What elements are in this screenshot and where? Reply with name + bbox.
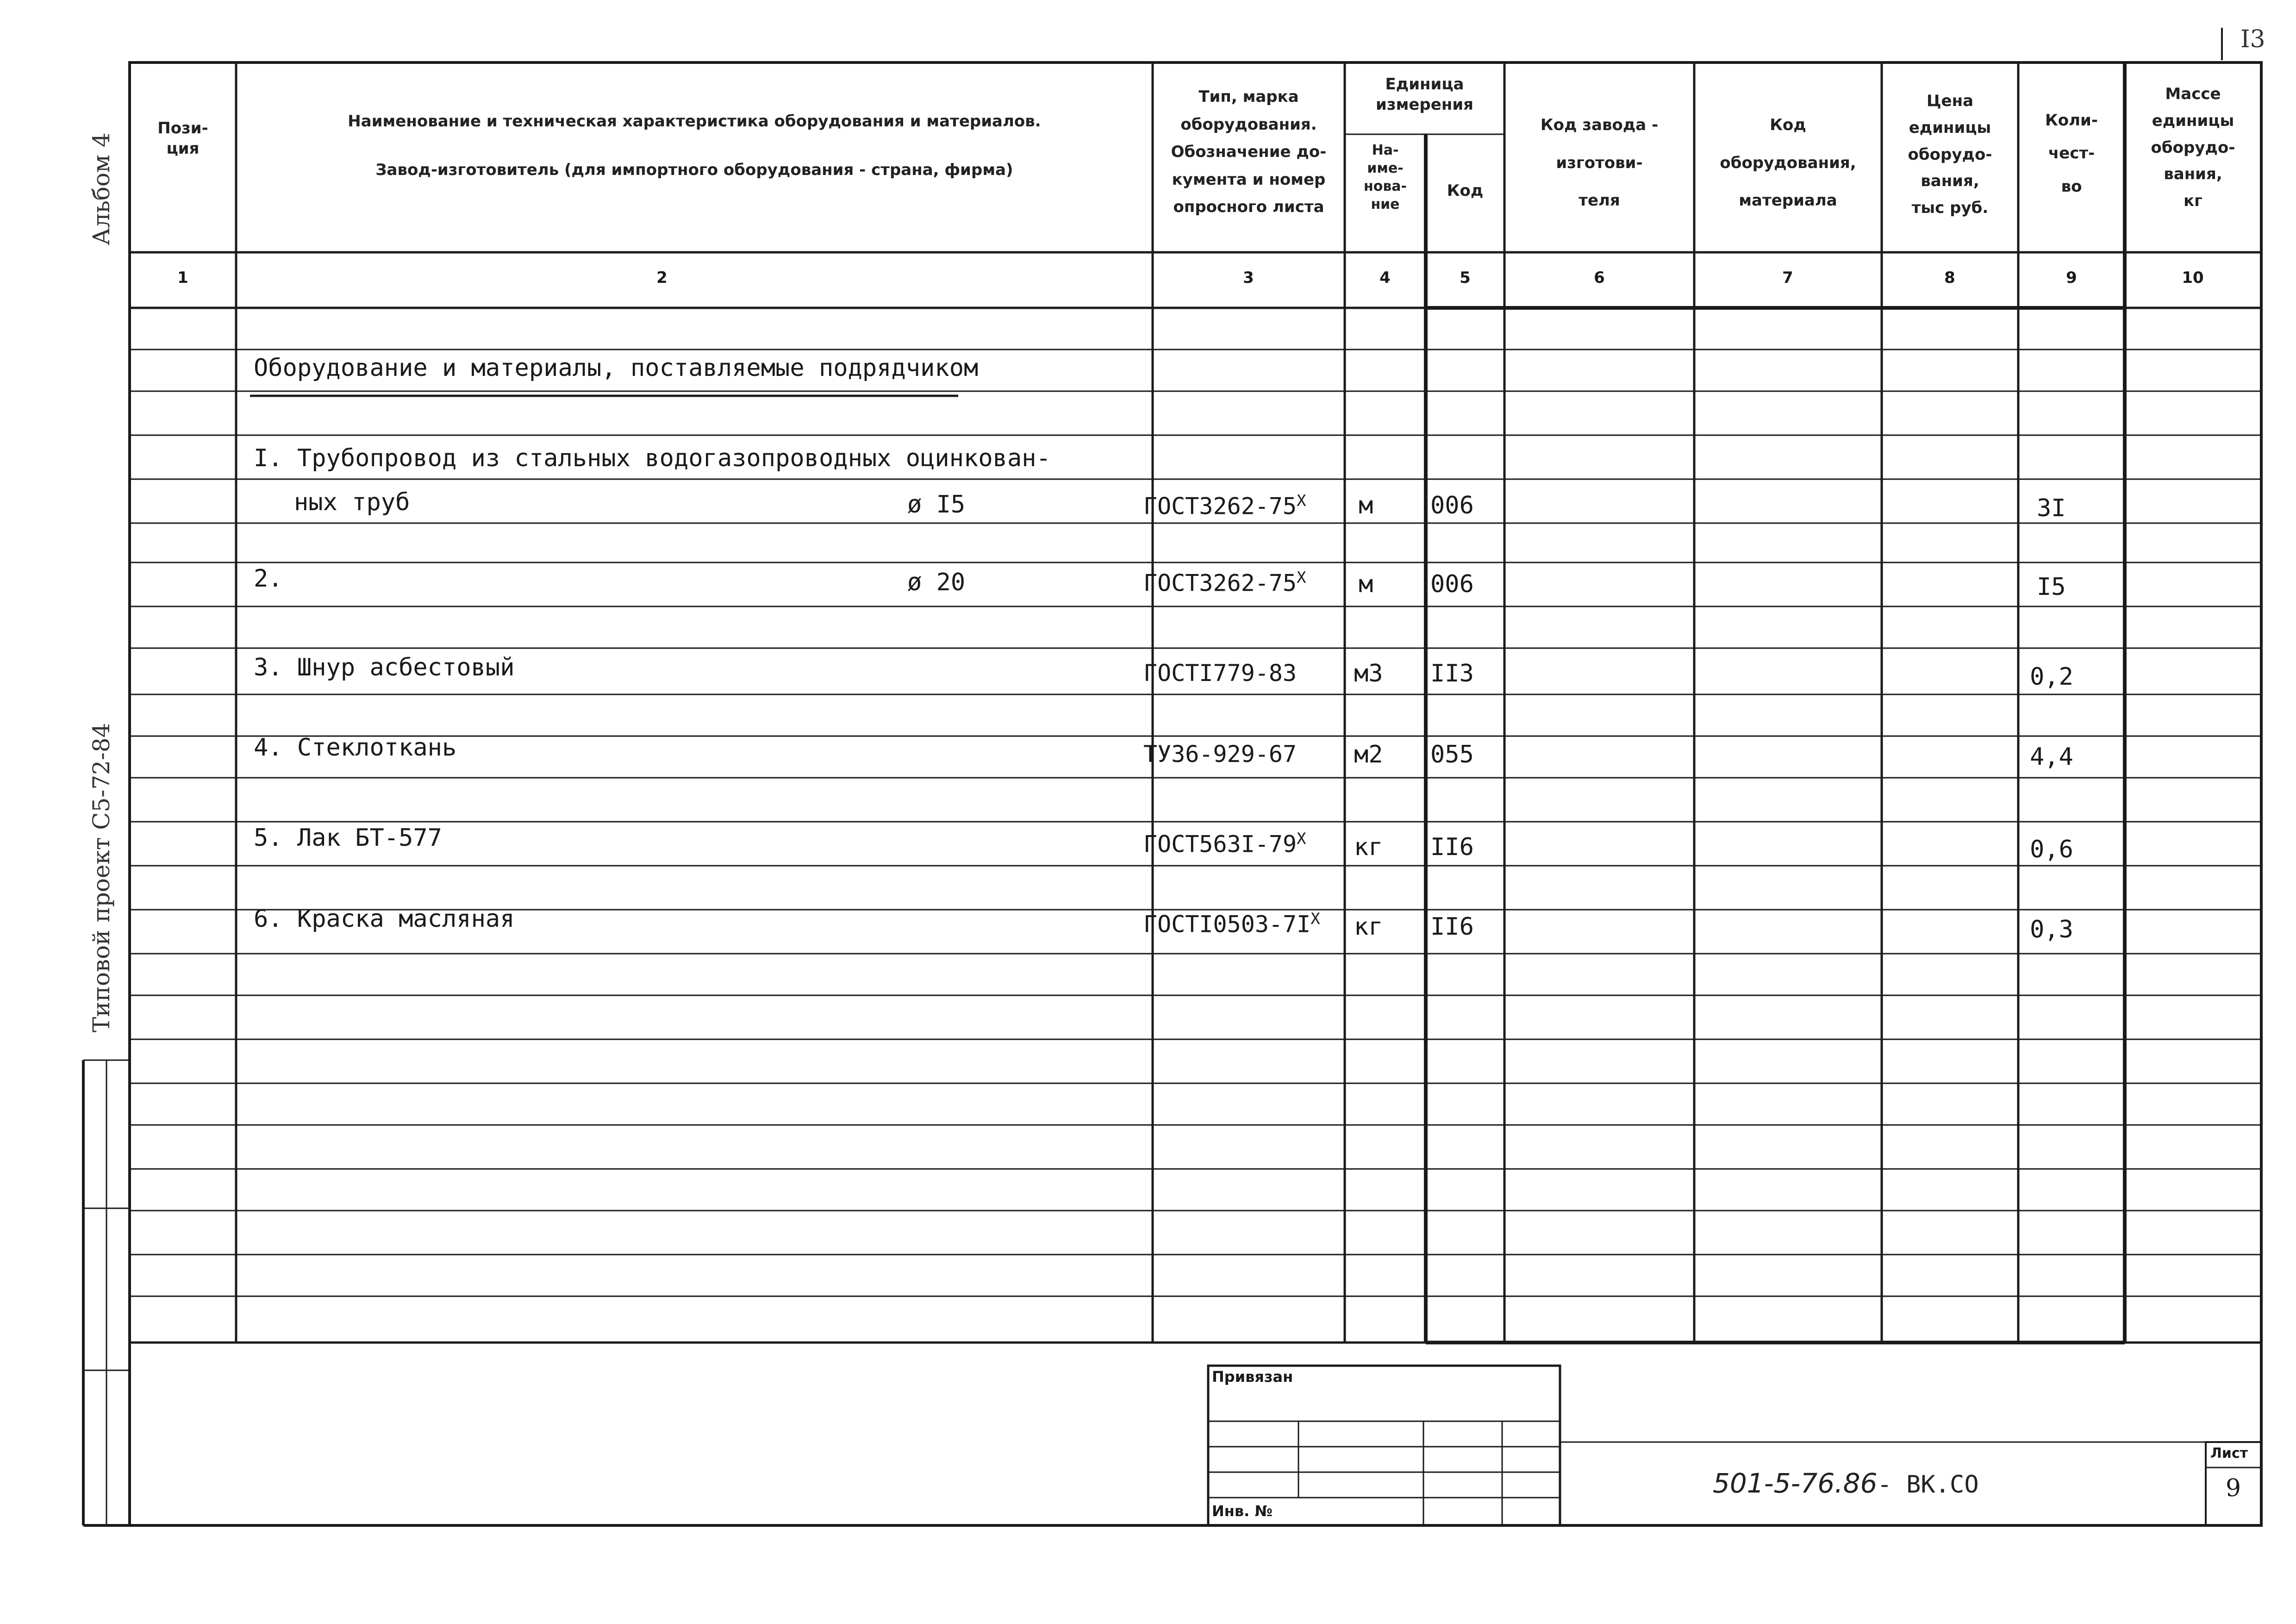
col-num-9: 9 bbox=[2066, 269, 2077, 287]
row3-doc: ГОСТI779-83 bbox=[1143, 660, 1297, 687]
stamp-designation-suffix: - ВК.СО bbox=[1877, 1471, 1979, 1499]
row2-unit: м bbox=[1359, 570, 1373, 598]
row3-qty: 0,2 bbox=[2030, 663, 2073, 691]
row2-name: 2. bbox=[254, 565, 283, 593]
row1-doc-sup: X bbox=[1297, 492, 1306, 510]
col-num-5: 5 bbox=[1460, 269, 1471, 287]
row4-qty: 4,4 bbox=[2030, 743, 2073, 771]
row6-name: 6. Краска масляная bbox=[254, 905, 515, 933]
col-num-10: 10 bbox=[2182, 269, 2204, 287]
col-num-3: 3 bbox=[1243, 269, 1254, 287]
row1-qty: 3I bbox=[2037, 494, 2066, 522]
col-num-1: 1 bbox=[177, 269, 188, 287]
header-quantity: Коли- чест- во bbox=[2045, 111, 2098, 196]
stamp-bound-label: Привязан bbox=[1212, 1368, 1293, 1386]
header-name-line1: Наименование и техническая характеристика оборудования и материалов. bbox=[348, 112, 1041, 131]
row4-doc: ТУ36-929-67 bbox=[1143, 741, 1297, 768]
header-equipment-code: Код оборудования, материала bbox=[1720, 116, 1856, 210]
row4-unit: м2 bbox=[1354, 741, 1383, 768]
row2-diameter: ø 20 bbox=[907, 568, 966, 596]
project-label: Типовой проект С5-72-84 bbox=[88, 723, 115, 1032]
stamp-designation: 501-5-76.86- ВК.СО bbox=[1713, 1468, 1979, 1499]
row3-unit: м3 bbox=[1354, 660, 1383, 687]
col-num-4: 4 bbox=[1379, 269, 1391, 287]
header-unit-price: Цена единицы оборудо- вания, тыс руб. bbox=[1908, 92, 1992, 218]
row5-name: 5. Лак БТ-577 bbox=[254, 824, 442, 852]
sheet-number: 9 bbox=[2226, 1474, 2241, 1502]
header-unit-name: На- име- нова- ние bbox=[1363, 142, 1407, 212]
row2-doc-sup: X bbox=[1297, 568, 1306, 587]
col-num-2: 2 bbox=[656, 269, 668, 287]
section-title: Оборудование и материалы, поставляемые подрядчиком bbox=[254, 354, 979, 382]
row6-code: II6 bbox=[1430, 913, 1474, 941]
header-mass: Массе единицы оборудо- вания, кг bbox=[2151, 85, 2235, 211]
col-num-7: 7 bbox=[1782, 269, 1793, 287]
sheet-label: Лист bbox=[2210, 1445, 2248, 1462]
header-unit: Единица измерения bbox=[1376, 75, 1473, 114]
row1-doc: $ГОСТ3262-75^X$ bbox=[1143, 492, 1306, 520]
album-label: Альбом 4 bbox=[88, 132, 115, 245]
header-factory-code: Код завода - изготови- теля bbox=[1540, 116, 1659, 210]
row2-doc: $ГОСТ3262-75^X$ bbox=[1143, 568, 1306, 597]
row4-code: 055 bbox=[1430, 741, 1474, 768]
row1-name-line2: ных труб bbox=[294, 488, 410, 516]
top-page-number: I3 bbox=[2240, 25, 2265, 53]
stamp-inv-label: Инв. № bbox=[1212, 1502, 1273, 1520]
row3-code: II3 bbox=[1430, 660, 1474, 687]
row5-unit: кг bbox=[1354, 833, 1383, 861]
header-position: Пози- ция bbox=[157, 119, 208, 158]
header-type-mark: Тип, марка оборудования. Обозначение до- кумента и номер опросного листа bbox=[1171, 87, 1327, 216]
row3-name: 3. Шнур асбестовый bbox=[254, 654, 515, 681]
col-num-8: 8 bbox=[1944, 269, 1955, 287]
row5-qty: 0,6 bbox=[2030, 836, 2073, 863]
row1-name-line1: I. Трубопровод из стальных водогазопроводных оцинкован- bbox=[254, 444, 1051, 472]
row1-unit: м bbox=[1359, 492, 1373, 519]
row2-qty: I5 bbox=[2037, 573, 2066, 601]
row6-doc: $ГОСТI0503-7I^X$ bbox=[1143, 910, 1320, 938]
row5-code: II6 bbox=[1430, 833, 1474, 861]
row6-unit: кг bbox=[1354, 913, 1383, 941]
row5-doc: $ГОСТ563I-79^X$ bbox=[1143, 830, 1306, 858]
row4-name: 4. Стеклоткань bbox=[254, 734, 457, 762]
row5-doc-sup: X bbox=[1297, 830, 1306, 848]
row1-diameter: ø I5 bbox=[907, 491, 966, 518]
header-unit-code: Код bbox=[1447, 181, 1484, 200]
row6-qty: 0,3 bbox=[2030, 916, 2073, 943]
row6-doc-sup: X bbox=[1310, 910, 1320, 928]
row1-code: 006 bbox=[1430, 492, 1474, 519]
header-name-line2: Завод-изготовитель (для импортного оборудования - страна, фирма) bbox=[375, 161, 1013, 179]
row2-code: 006 bbox=[1430, 570, 1474, 598]
col-num-6: 6 bbox=[1594, 269, 1605, 287]
